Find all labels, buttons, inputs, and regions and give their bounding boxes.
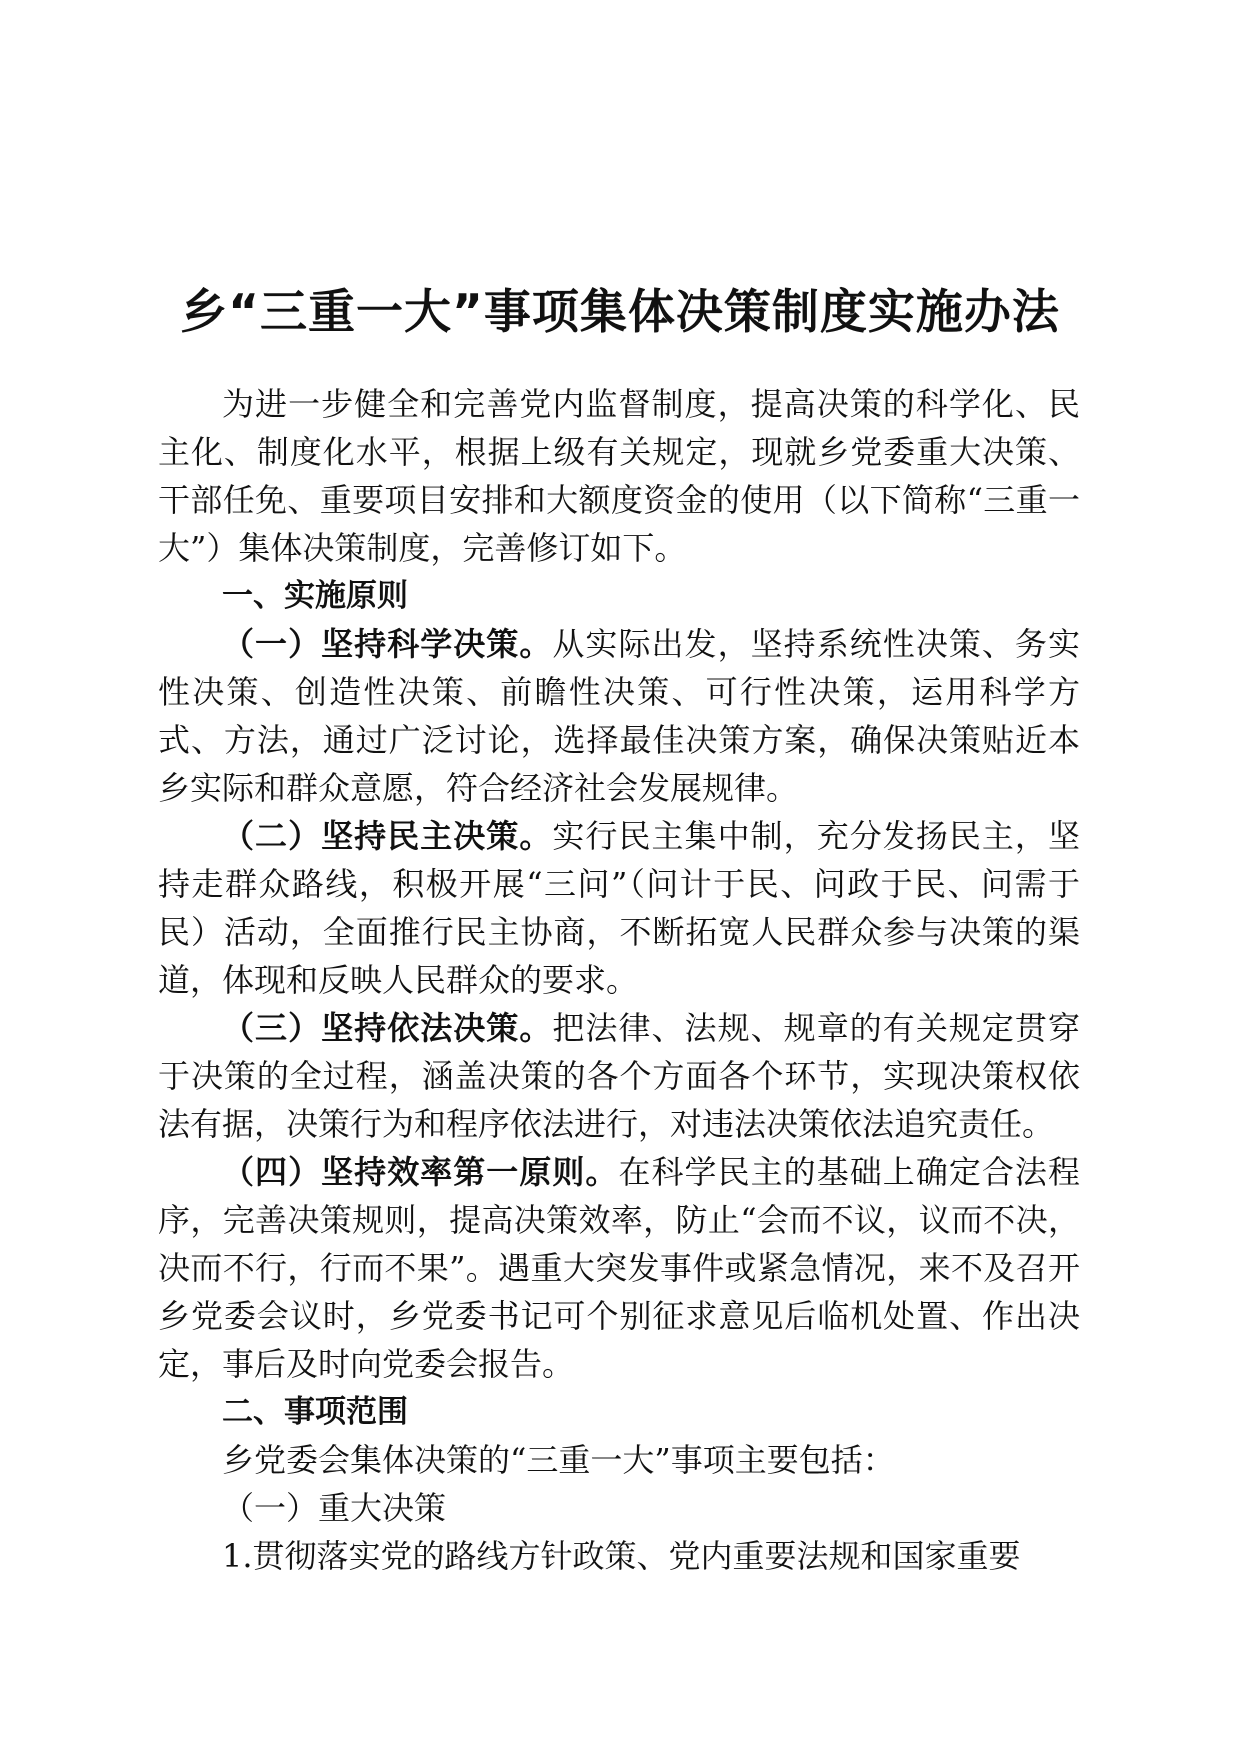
document-body [158,380,1080,1580]
principle-paragraph-4 [158,1148,1080,1388]
section-heading-principles: 一、实施原则 [222,578,408,614]
intro-paragraph: 为进一步健全和完善党内监督制度，提高决策的科学化、民主化、制度化水平，根据上级有关规定，现就乡党委重大决策、干部任免、重要项目安排和大额度资金的使用（以下简称“三重一大”）集体决策制度，完善修订如下。 [158,385,1080,567]
principle-text-2: 实行民主集中制，充分发扬民主，坚持走群众路线，积极开展“三问”（问计于民、问政于民、问需于民）活动，全面推行民主协商，不断拓宽人民群众参与决策的渠道，体现和反映人民群众的要求。 [158,817,1080,999]
principle-lead-4: （四）坚持效率第一原则。 [222,1153,619,1191]
principle-paragraph-3 [158,1004,1080,1148]
principle-text-1: 从实际出发，坚持系统性决策、务实性决策、创造性决策、前瞻性决策、可行性决策，运用科学方式、方法，通过广泛讨论，选择最佳决策方案，确保决策贴近本乡实际和群众意愿，符合经济社会发展规律。 [158,625,1080,807]
principle-lead-3: （三）坚持依法决策。 [222,1009,553,1047]
scope-intro-paragraph: 乡党委会集体决策的“三重一大”事项主要包括： [222,1441,895,1479]
scope-subheading-major-decisions: （一）重大决策 [222,1489,447,1527]
document-title: 乡“三重一大”事项集体决策制度实施办法 [180,285,1060,341]
principle-paragraph-1 [158,620,1080,812]
principle-paragraph-2 [158,812,1080,1004]
section-heading-scope: 二、事项范围 [222,1394,408,1430]
scope-item-1: 1.贯彻落实党的路线方针政策、党内重要法规和国家重要 [222,1537,1021,1575]
principle-text-4: 在科学民主的基础上确定合法程序，完善决策规则，提高决策效率，防止“会而不议，议而不决，决而不行，行而不果”。遇重大突发事件或紧急情况，来不及召开乡党委会议时，乡党委书记可个别征求意见后临机处置、作出决定，事后及时向党委会报告。 [158,1153,1080,1383]
principle-lead-1: （一）坚持科学决策。 [222,625,553,663]
principle-text-3: 把法律、法规、规章的有关规定贯穿于决策的全过程，涵盖决策的各个方面各个环节，实现决策权依法有据，决策行为和程序依法进行，对违法决策依法追究责任。 [158,1009,1080,1143]
principle-lead-2: （二）坚持民主决策。 [222,817,553,855]
